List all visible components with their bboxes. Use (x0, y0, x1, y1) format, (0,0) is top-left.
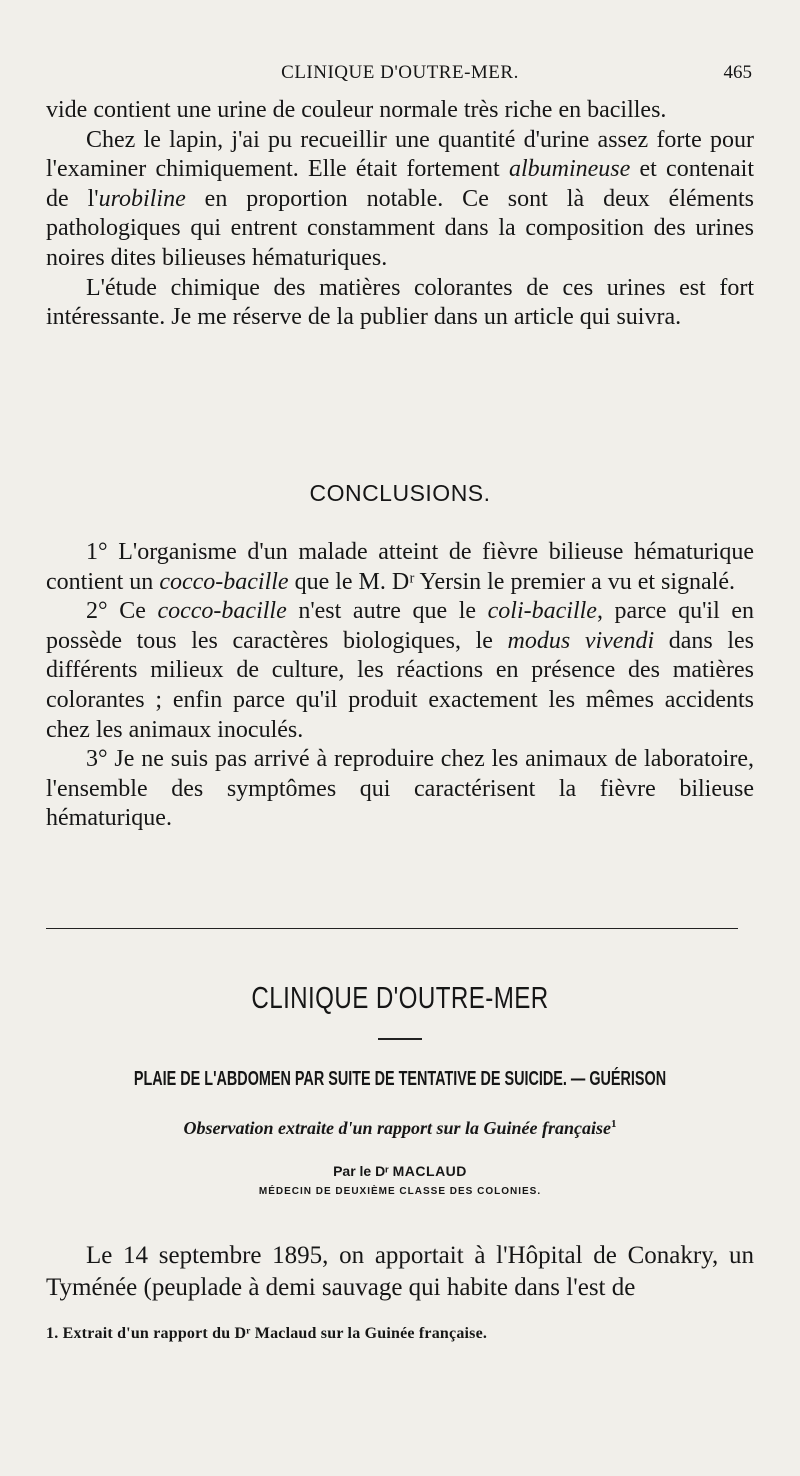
body-text (46, 96, 754, 333)
conclusion-2-text-a: 2° Ce (86, 598, 158, 625)
term-urobiline: urobiline (98, 185, 186, 212)
paragraph-2-text-c: en proportion notable. Ce sont là deux éléments pathologiques qui entrent constamment dans la composition des urines noires dites bilieuses hématuriques. (46, 185, 754, 271)
paragraph-2 (46, 126, 754, 274)
conclusion-3-text: 3° Je ne suis pas arrivé à reproduire chez les animaux de laboratoire, l'ensemble des symptômes qui caractérisent la fièvre bilieuse hématurique. (46, 746, 754, 832)
term-modus-vivendi: modus vivendi (507, 627, 655, 654)
paragraph-1-text: vide contient une urine de couleur normale très riche en bacilles. (46, 97, 667, 123)
conclusion-2-text-b: n'est autre que le (286, 598, 488, 625)
conclusion-2-text-c: , parce qu'il en possède tous les caractères biologiques, le (46, 598, 755, 654)
observation-text: Observation extraite d'un rapport sur la Guinée française (183, 1118, 612, 1138)
running-head (0, 62, 800, 86)
article-subtitle: PLAIE DE L'ABDOMEN PAR SUITE DE TENTATIVE DE SUICIDE. — GUÉRISON (133, 1068, 667, 1090)
author-line (0, 1163, 800, 1179)
paragraph-2-text-a: Chez le lapin, j'ai pu recueillir une quantité d'urine assez forte pour l'examiner chimiquement. Elle était fortement (46, 126, 754, 183)
case-text (46, 1240, 754, 1304)
section-divider (46, 928, 738, 929)
conclusion-1 (46, 538, 754, 597)
footnote-mark: 1 (611, 1118, 617, 1130)
section-title: CLINIQUE D'OUTRE-MER (251, 980, 549, 1015)
term-cocco-bacille-2: cocco-bacille (157, 598, 287, 625)
footnote: 1. Extrait d'un rapport du Dʳ Maclaud sur la Guinée française. (46, 1325, 488, 1342)
author-prefix: Par le Dʳ (333, 1163, 389, 1179)
observation-line (0, 1118, 800, 1139)
page-number: 465 (723, 62, 752, 83)
term-coli-bacille: coli-bacille (487, 598, 597, 625)
case-paragraph-1 (46, 1240, 754, 1304)
author-rank: MÉDECIN DE DEUXIÈME CLASSE DES COLONIES. (258, 1186, 542, 1197)
conclusion-2-text-d: dans les différents milieux de culture, les réactions en présence des matières colorantes ; enfin parce qu'il produit exactement les mêmes accidents chez les animaux inoculés. (46, 627, 754, 743)
term-albumineuse: albumineuse (508, 156, 631, 183)
term-cocco-bacille: cocco-bacille (159, 568, 289, 595)
paragraph-3-text: L'étude chimique des matières colorantes de ces urines est fort intéressante. Je me réserve de la publier dans un article qui suivra. (46, 274, 754, 331)
paragraph-1 (46, 96, 754, 126)
author-name: MACLAUD (392, 1163, 467, 1179)
conclusion-3 (46, 745, 754, 834)
conclusion-1-text-b: que le M. Dʳ Yersin le premier a vu et signalé. (288, 568, 736, 595)
conclusion-2 (46, 597, 754, 745)
paragraph-2-text-b: et contenait de l' (46, 156, 754, 212)
conclusions-list (46, 538, 754, 834)
conclusion-1-text-a: 1° L'organisme d'un malade atteint de fièvre bilieuse hématurique contient un (46, 539, 754, 595)
paragraph-3 (46, 274, 754, 333)
conclusions-heading: CONCLUSIONS. (309, 480, 491, 506)
title-underline (378, 1038, 422, 1040)
case-paragraph-1-text: Le 14 septembre 1895, on apportait à l'Hôpital de Conakry, un Tyménée (peuplade à demi sauvage qui habite dans l'est de (46, 1242, 754, 1301)
running-title: CLINIQUE D'OUTRE-MER. (281, 62, 519, 83)
